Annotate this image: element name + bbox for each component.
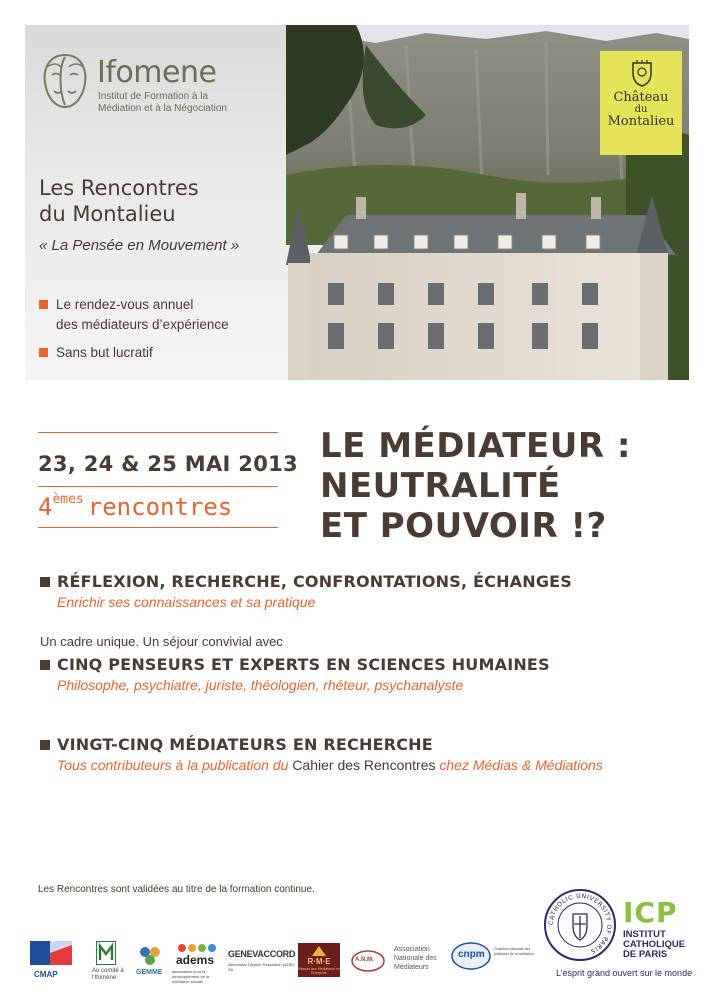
headline-line: ET POUVOIR !? [320,506,607,546]
section-title [40,735,603,754]
icp-tagline: L’esprit grand ouvert sur le monde [556,968,693,978]
gemme-logo-icon [138,945,162,967]
headline-line: LE MÉDIATEUR : [320,426,631,466]
adems-logo [172,943,222,984]
orange-square-bullet-icon [39,300,48,309]
section-subtitle: Enrichir ses connaissances et sa pratique [57,594,316,610]
m-logo [92,941,126,981]
orange-divider [38,432,278,433]
section-subtitle [40,757,603,773]
ifomene-faces-logo-icon [39,51,91,111]
edition-word: rencontres [87,493,233,521]
gemme-logo [134,945,166,981]
chateau-logo-text [600,91,682,129]
icp-name-line: DE PARIS [623,949,668,960]
title-line: du Montalieu [39,202,176,226]
anm-line: Nationale des [394,955,437,962]
rme-logo-text: R·M·E [307,957,331,966]
icp-name-line: CATHOLIQUE [623,939,686,950]
section-title-text: CINQ PENSEURS ET EXPERTS EN SCIENCES HUMAINES [57,655,550,674]
icp-logo-text: ICP [623,896,678,929]
bullet-line: des médiateurs d’expérience [56,317,229,332]
anm-logo-short: A.N.M. [355,957,374,963]
genevaccord-logo-text: GENEVACCORD [228,949,296,959]
title-line: Les Rencontres [39,176,199,200]
icp-seal [543,888,617,962]
chateau-text-line: Château [613,90,669,105]
adems-logo-text: adems [176,953,215,967]
event-series-title [39,175,199,227]
anm-logo-text [394,945,437,972]
cnpm-logo [450,941,534,981]
rme-logo-caption: Réseau des Médiateurs en Entreprise [298,967,340,975]
subtitle-part: Cahier des Rencontres [292,757,436,773]
cnpm-logo-text: cnpm [458,949,485,960]
icp-full-name [623,930,685,960]
headline-line: NEUTRALITÉ [320,466,561,506]
bullet-line: Le rendez-vous annuel [56,297,194,312]
ifomene-logo-subtitle [98,91,227,115]
section-mediateurs [40,735,603,773]
list-item [39,343,229,363]
section-title [40,572,572,591]
gemme-logo-text: GEMME [136,969,163,976]
header-banner [25,25,689,380]
section-title-text: VINGT-CINQ MÉDIATEURS EN RECHERCHE [57,735,433,754]
header-info-panel [25,25,286,380]
genevaccord-logo-caption: Alternative Dispute Resolution (ADR) SA [228,962,294,972]
anm-line: Médiateurs [394,964,429,971]
m-logo-caption: Au comité à l'Ifomene [92,968,124,981]
icp-seal-text: CATHOLIC UNIVERSITY OF PARIS [547,892,613,955]
orange-square-bullet-icon [39,348,48,357]
intro-text: Un cadre unique. Un séjour convivial avec [40,634,283,649]
genevaccord-logo [228,949,294,979]
event-series-subtitle: « La Pensée en Mouvement » [39,237,240,254]
cmap-logo-text: CMAP [34,970,58,979]
chateau-text-line: Montalieu [607,114,675,129]
chateau-text-line: du [634,104,648,115]
cmap-logo-icon [26,939,76,969]
edition-superscript: èmes [52,492,84,507]
rme-logo [298,943,340,977]
icp-name-line: INSTITUT [623,929,666,940]
logo-sub-line: Institut de Formation à la [98,91,209,102]
subtitle-part: Tous contributeurs à la publication du [57,757,293,773]
orange-divider [38,486,278,487]
square-bullet-icon [40,660,50,670]
edition-label [38,492,232,521]
ifomene-logo-name: Ifomene [97,55,217,90]
adems-logo-icon [176,943,218,953]
edition-number: 4 [38,493,53,521]
training-footnote: Les Rencontres sont validées au titre de la formation continue. [38,884,315,895]
anm-logo [350,945,446,979]
section-subtitle: Philosophe, psychiatre, juriste, théologien, rhéteur, psychanalyste [57,677,464,693]
subtitle-part: chez Médias & Médiations [435,757,603,773]
chateau-montalieu-logo [600,51,682,155]
square-bullet-icon [40,740,50,750]
anm-line: Association [394,946,430,953]
adems-logo-caption: association pour le développement de la médiation sociale [172,969,210,984]
rme-logo-icon [312,946,326,956]
event-dates: 23, 24 & 25 MAI 2013 [38,452,298,476]
section-penseurs [40,655,550,693]
bullet-line: Sans but lucratif [56,345,153,360]
square-bullet-icon [40,577,50,587]
logo-sub-line: Médiation et à la Négociation [98,103,227,114]
cmap-logo [26,939,76,983]
m-logo-icon [96,941,116,965]
chateau-crest-icon [631,59,653,87]
section-reflexion [40,572,572,610]
orange-divider [38,527,278,528]
cnpm-logo-caption: Chambre nationale des praticiens de la médiation [494,947,534,956]
section-title [40,655,550,674]
section-title-text: RÉFLEXION, RECHERCHE, CONFRONTATIONS, ÉCHANGES [57,572,573,591]
header-bullet-list [39,295,229,371]
list-item [39,295,229,335]
event-headline [320,426,631,546]
